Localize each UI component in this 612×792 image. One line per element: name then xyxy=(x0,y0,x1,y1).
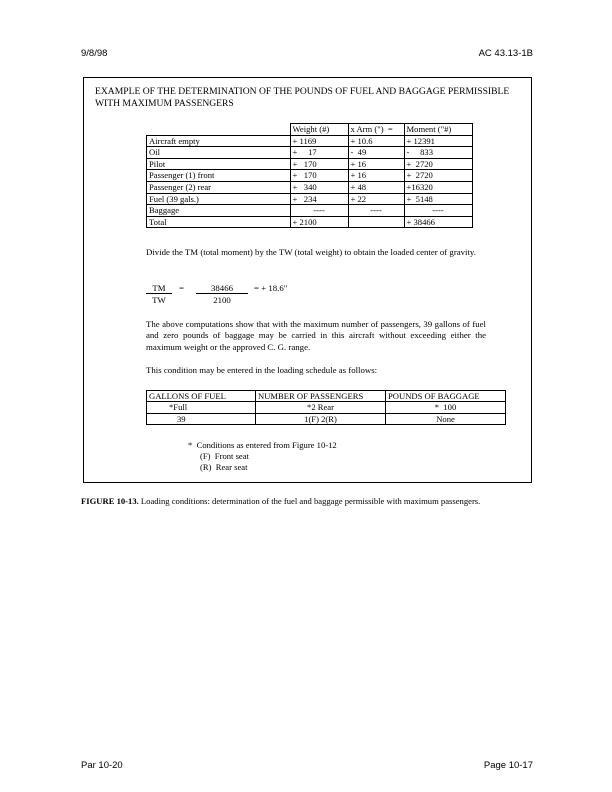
table-cell: * 100 xyxy=(386,402,506,413)
table-cell: ---- xyxy=(404,205,472,217)
figure-title: EXAMPLE OF THE DETERMINATION OF THE POUNDS OF FUEL AND BAGGAGE PERMISSIBLE WITH MAXIMUM PASSENGERS xyxy=(95,86,510,109)
footnote-rear-seat: (R) Rear seat xyxy=(200,462,248,472)
table-cell: + 2720 xyxy=(404,158,472,170)
table-cell: Baggage xyxy=(147,205,291,217)
table-cell: + 2720 xyxy=(404,170,472,182)
table-cell xyxy=(348,216,404,228)
header-doc-id: AC 43.13-1B xyxy=(478,48,533,59)
formula-tw: TW xyxy=(152,295,166,305)
table-cell: - 833 xyxy=(404,147,472,159)
table-header-cell: POUNDS OF BAGGAGE xyxy=(386,391,506,402)
caption-label: FIGURE 10-13. xyxy=(81,496,139,506)
table-cell: + 48 xyxy=(348,181,404,193)
formula-tm: TM xyxy=(146,283,172,294)
table-cell: ---- xyxy=(290,205,348,217)
table-cell: + 1169 xyxy=(290,135,348,147)
figure-caption xyxy=(81,496,480,506)
footnote-conditions: * Conditions as entered from Figure 10-12 xyxy=(188,440,337,450)
table-cell: Aircraft empty xyxy=(147,135,291,147)
table-cell: ---- xyxy=(348,205,404,217)
table-row xyxy=(147,135,473,147)
table-header-cell: Moment ("#) xyxy=(404,124,472,136)
table-cell: +16320 xyxy=(404,181,472,193)
table-cell: + 170 xyxy=(290,158,348,170)
table-cell: Fuel (39 gals.) xyxy=(147,193,291,205)
table-header-cell: GALLONS OF FUEL xyxy=(147,391,256,402)
table-row xyxy=(147,413,506,424)
table-cell: Passenger (2) rear xyxy=(147,181,291,193)
table-row xyxy=(147,170,473,182)
table-header-row xyxy=(147,391,506,402)
table-header-cell xyxy=(147,124,291,136)
table-cell: + 38466 xyxy=(404,216,472,228)
table-row xyxy=(147,205,473,217)
table-cell: + 10.6 xyxy=(348,135,404,147)
table-cell: Total xyxy=(147,216,291,228)
footnotes xyxy=(188,440,337,473)
table-cell: + 16 xyxy=(348,170,404,182)
table-header-cell: Weight (#) xyxy=(290,124,348,136)
table-cell: Passenger (1) front xyxy=(147,170,291,182)
formula-denominator: 2100 xyxy=(213,295,231,305)
table-row xyxy=(147,158,473,170)
table-cell: 39 xyxy=(147,413,256,424)
footnote-front-seat: (F) Front seat xyxy=(200,451,249,461)
footer-par: Par 10-20 xyxy=(81,760,123,771)
table-cell: + 22 xyxy=(348,193,404,205)
weight-balance-table xyxy=(146,123,473,228)
table-cell: *Full xyxy=(147,402,256,413)
table-cell: Oil xyxy=(147,147,291,159)
paragraph-computations: The above computations show that with the maximum number of passengers, 39 gallons of fuel and zero pounds of baggage may be carried in this aircraft without exceeding either the maximum weight or the approved C. G. range. xyxy=(146,319,486,352)
table-row xyxy=(147,402,506,413)
caption-text: Loading conditions: determination of the fuel and baggage permissible with maximum passengers. xyxy=(138,496,481,506)
table-cell: - 49 xyxy=(348,147,404,159)
table-cell: None xyxy=(386,413,506,424)
cg-formula xyxy=(146,283,346,313)
table-row xyxy=(147,147,473,159)
table-cell: + 340 xyxy=(290,181,348,193)
table-cell: 1(F) 2(R) xyxy=(256,413,386,424)
header-date: 9/8/98 xyxy=(81,48,108,59)
formula-result: = + 18.6" xyxy=(254,283,288,293)
table-cell: *2 Rear xyxy=(256,402,386,413)
table-cell: + 170 xyxy=(290,170,348,182)
table-header-cell: x Arm (") = xyxy=(348,124,404,136)
table-cell: + 16 xyxy=(348,158,404,170)
table-cell: + 17 xyxy=(290,147,348,159)
table-header-row xyxy=(147,124,473,136)
table-cell: + 2100 xyxy=(290,216,348,228)
table-cell: + 12391 xyxy=(404,135,472,147)
loading-schedule-table xyxy=(146,390,506,425)
formula-numerator: 38466 xyxy=(196,283,248,294)
formula-equals: = xyxy=(179,283,184,293)
paragraph-condition: This condition may be entered in the loading schedule as follows: xyxy=(146,365,378,375)
paragraph-divide: Divide the TM (total moment) by the TW (total weight) to obtain the loaded center of gravity. xyxy=(146,247,476,257)
table-cell: + 5148 xyxy=(404,193,472,205)
table-cell: + 234 xyxy=(290,193,348,205)
table-row xyxy=(147,181,473,193)
table-header-cell: NUMBER OF PASSENGERS xyxy=(256,391,386,402)
table-row xyxy=(147,216,473,228)
footer-page: Page 10-17 xyxy=(483,760,533,771)
table-cell: Pilot xyxy=(147,158,291,170)
table-row xyxy=(147,193,473,205)
